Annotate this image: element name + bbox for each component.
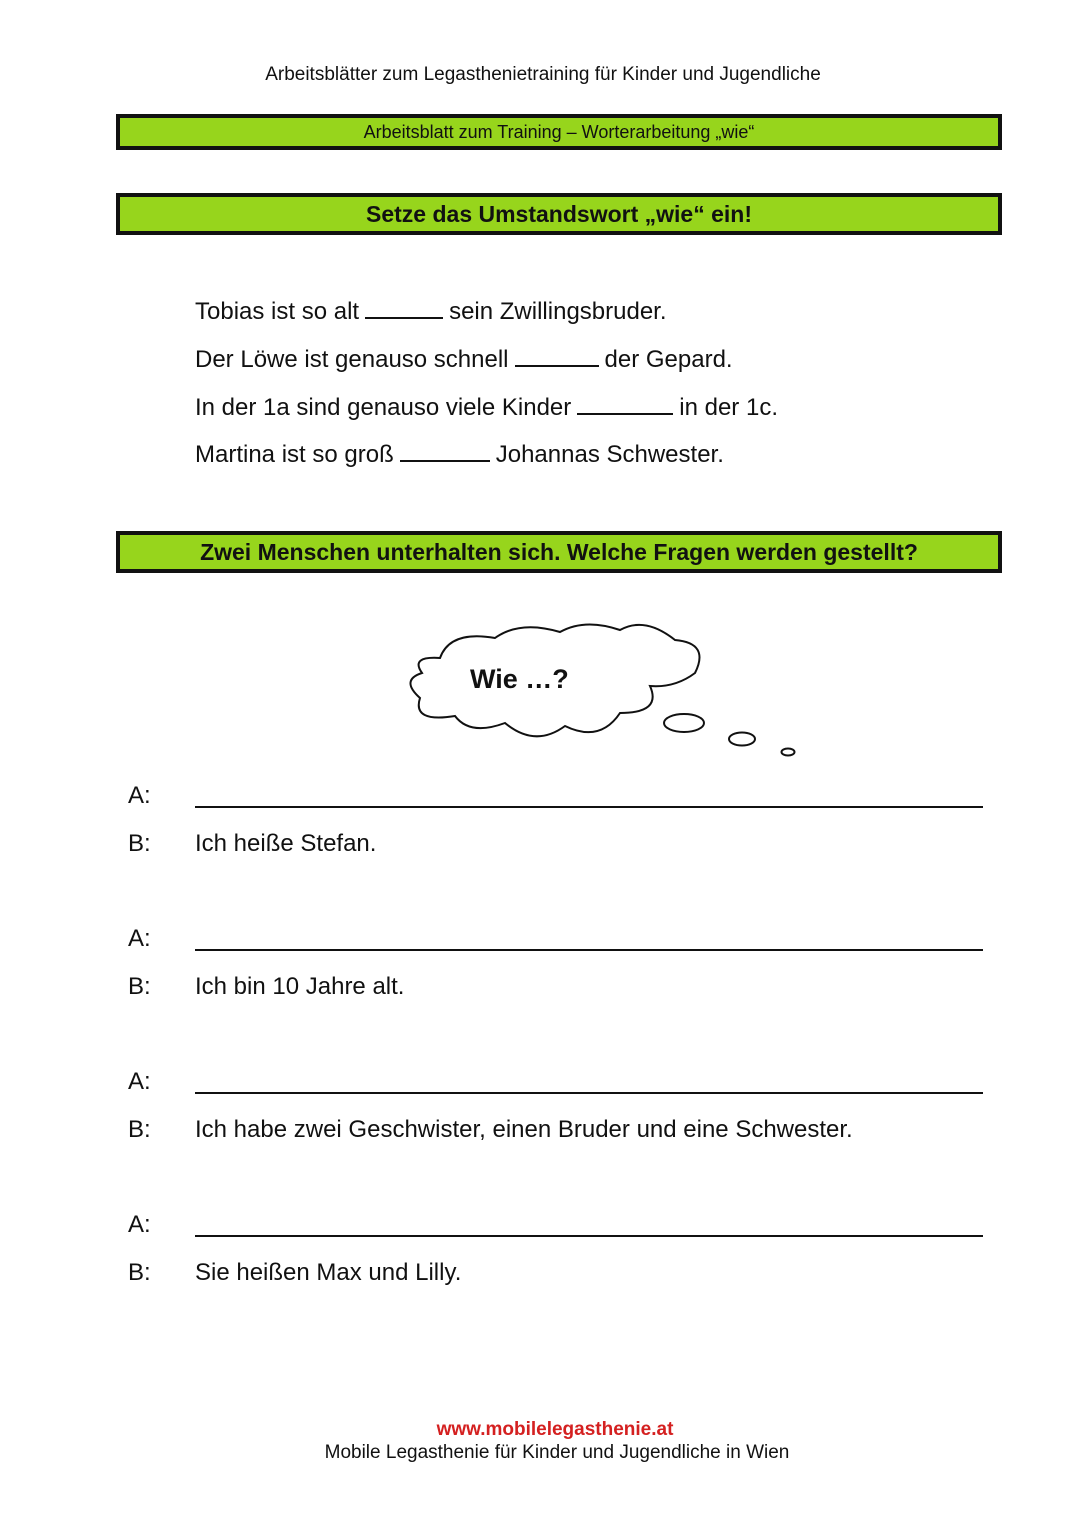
dialog-2-b-label: B:: [128, 973, 151, 1000]
section1-title-banner: Setze das Umstandswort „wie“ ein!: [116, 193, 1002, 235]
sentence-3-before: In der 1a sind genauso viele Kinder: [195, 394, 572, 421]
dialog-3-answer: Ich habe zwei Geschwister, einen Bruder und eine Schwester.: [195, 1116, 853, 1143]
section2-title-banner: Zwei Menschen unterhalten sich. Welche Fragen werden gestellt?: [116, 531, 1002, 573]
sentence-3-blank[interactable]: [577, 393, 673, 415]
dialog-2-answer-line[interactable]: [195, 949, 983, 951]
dialog-3-a-label: A:: [128, 1068, 151, 1095]
sentence-4-blank[interactable]: [400, 440, 490, 462]
dialog-2-answer: Ich bin 10 Jahre alt.: [195, 973, 405, 1000]
dialog-1-answer: Ich heiße Stefan.: [195, 830, 377, 857]
page-caption: Arbeitsblätter zum Legasthenietraining für Kinder und Jugendliche: [265, 64, 821, 85]
thought-cloud-icon: [400, 618, 810, 768]
dialog-4-a-label: A:: [128, 1211, 151, 1238]
footer-website-link[interactable]: www.mobilelegasthenie.at: [436, 1419, 674, 1440]
thought-bubble-text: Wie …?: [470, 664, 569, 694]
sentence-2-after: der Gepard.: [604, 346, 733, 373]
sentence-4-before: Martina ist so groß: [195, 441, 394, 468]
dialog-4-b-label: B:: [128, 1259, 151, 1286]
sentence-1-blank[interactable]: [365, 297, 443, 319]
sentence-2-before: Der Löwe ist genauso schnell: [195, 346, 509, 373]
dialog-1-b-label: B:: [128, 830, 151, 857]
sentence-4-after: Johannas Schwester.: [495, 441, 724, 468]
sentence-1-before: Tobias ist so alt: [195, 298, 360, 325]
sentence-3-after: in der 1c.: [679, 394, 778, 421]
sentence-4: [195, 440, 724, 469]
worksheet-title-banner: Arbeitsblatt zum Training – Worterarbeitung „wie“: [116, 114, 1002, 150]
sentence-2: [195, 345, 733, 374]
dialog-3-answer-line[interactable]: [195, 1092, 983, 1094]
dialog-3-b-label: B:: [128, 1116, 151, 1143]
footer-subtitle: Mobile Legasthenie für Kinder und Jugendliche in Wien: [324, 1442, 790, 1463]
dialog-1-a-label: A:: [128, 782, 151, 809]
dialog-2-a-label: A:: [128, 925, 151, 952]
sentence-1-after: sein Zwillingsbruder.: [449, 298, 667, 325]
sentence-3: [195, 393, 778, 422]
dialog-1-answer-line[interactable]: [195, 806, 983, 808]
sentence-1: [195, 297, 667, 326]
dialog-4-answer: Sie heißen Max und Lilly.: [195, 1259, 462, 1286]
sentence-2-blank[interactable]: [515, 345, 599, 367]
dialog-4-answer-line[interactable]: [195, 1235, 983, 1237]
